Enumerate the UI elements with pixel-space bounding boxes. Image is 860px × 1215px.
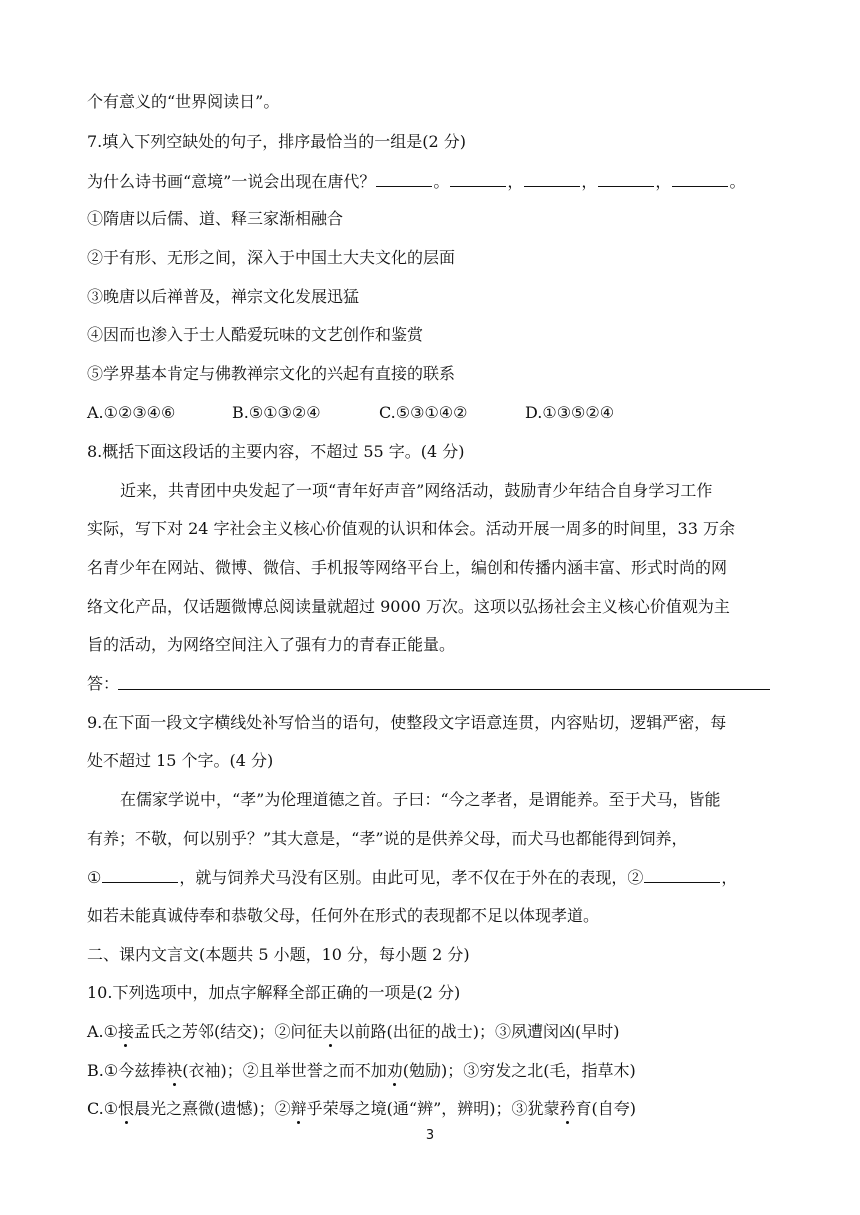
option-d: D.①③⑤②④	[525, 403, 615, 422]
answer-line[interactable]	[118, 689, 770, 690]
passage-line: 有养；不敬，何以别乎？”其大意是，“孝”说的是供养父母，而犬马也都能得到饲养，	[87, 829, 688, 848]
section-2-heading: 二、课内文言文(本题共 5 小题，10 分，每小题 2 分)	[87, 945, 470, 964]
punct: 。	[729, 172, 746, 191]
question-10-title: 10.下列选项中，加点字解释全部正确的一项是(2 分)	[87, 983, 461, 1002]
dotted-char: 恨	[118, 1099, 135, 1118]
dotted-char: 接	[117, 1022, 134, 1041]
question-7-item: ⑤学界基本肯定与佛教禅宗文化的兴起有直接的联系	[87, 364, 456, 383]
text: 孟氏之芳邻(结交)；②问征	[134, 1022, 323, 1041]
question-10-option-b	[87, 1061, 636, 1081]
option-a: A.①②③④⑥	[87, 403, 176, 422]
option-c: C.⑤③①④②	[379, 403, 468, 422]
question-9-title: 9.在下面一段文字横线处补写恰当的语句，使整段文字语意连贯，内容贴切，逻辑严密，每	[87, 713, 727, 732]
passage-line: 实际，写下对 24 字社会主义核心价值观的认识和体会。活动开展一周多的时间里，33 万余	[87, 519, 735, 538]
question-7-stem-text: 为什么诗书画“意境”一说会出现在唐代？	[87, 172, 376, 191]
text: C.①	[87, 1099, 119, 1118]
question-10-option-c	[87, 1099, 636, 1119]
dotted-char: 夫	[322, 1022, 339, 1041]
question-10-option-a	[87, 1022, 620, 1042]
passage-line: 在儒家学说中，“孝”为伦理道德之首。子曰：“今之孝者，是谓能养。至于犬马，皆能	[120, 790, 721, 809]
text: (勉励)；③穷发之北(毛，指草木)	[402, 1061, 636, 1080]
text: 以前路(出征的战士)；③夙遭闵凶(早时)	[338, 1022, 620, 1041]
blank-marker: ①	[87, 868, 102, 887]
fill-blank	[598, 171, 654, 187]
dotted-char: 袂	[166, 1061, 183, 1080]
punct: ，	[507, 172, 524, 191]
answer-label: 答：	[87, 674, 120, 693]
text: 晨光之熹微(遗憾)；②	[134, 1099, 291, 1118]
text: 育(自夸)	[575, 1099, 637, 1118]
punct: ，	[655, 172, 672, 191]
page-number: 3	[425, 1128, 435, 1143]
punct: 。	[433, 172, 450, 191]
dotted-char: 矜	[559, 1099, 576, 1118]
text-line: 个有意义的“世界阅读日”。	[87, 92, 280, 111]
passage-line: 如若未能真诚侍奉和恭敬父母，任何外在形式的表现都不足以体现孝道。	[87, 906, 600, 925]
question-7-item: ①隋唐以后儒、道、释三家渐相融合	[87, 209, 344, 228]
fill-blank	[524, 171, 580, 187]
passage-line: 近来，共青团中央发起了一项“青年好声音”网络活动，鼓励青少年结合自身学习工作	[120, 481, 713, 500]
punct: ，	[581, 172, 598, 191]
question-7-title: 7.填入下列空缺处的句子，排序最恰当的一组是(2 分)	[87, 132, 467, 151]
dotted-char: 辩	[290, 1099, 307, 1118]
question-7-options	[87, 403, 614, 423]
question-7-stem	[87, 171, 745, 191]
fill-blank-1[interactable]	[102, 867, 178, 883]
fill-blank-2[interactable]	[644, 867, 720, 883]
question-9-title-cont: 处不超过 15 个字。(4 分)	[87, 751, 274, 770]
option-b: B.⑤①③②④	[232, 403, 321, 422]
fill-blank	[672, 171, 728, 187]
dotted-char: 劝	[386, 1061, 403, 1080]
fill-blank	[376, 171, 432, 187]
question-7-item: ③晚唐以后禅普及，禅宗文化发展迅猛	[87, 287, 360, 306]
text: 乎荣辱之境(通“辨”，辨明)；③犹蒙	[306, 1099, 560, 1118]
text: B.①今兹捧	[87, 1061, 167, 1080]
text: (衣袖)；②且举世誉之而不加	[182, 1061, 387, 1080]
question-7-item: ④因而也渗入于士人酷爱玩味的文艺创作和鉴赏	[87, 325, 424, 344]
passage-line: 名青少年在网站、微博、微信、手机报等网络平台上，编创和传播内涵丰富、形式时尚的网	[87, 558, 728, 577]
fill-blank	[450, 171, 506, 187]
question-8-title: 8.概括下面这段话的主要内容，不超过 55 字。(4 分)	[87, 442, 465, 461]
passage-text: ，就与饲养犬马没有区别。由此可见，孝不仅在于外在的表现，②	[179, 868, 644, 887]
punct: ，	[721, 868, 738, 887]
text: A.①	[87, 1022, 118, 1041]
passage-line: 络文化产品，仅话题微博总阅读量就超过 9000 万次。这项以弘扬社会主义核心价值观为主	[87, 597, 730, 616]
passage-line	[87, 867, 737, 887]
passage-line: 旨的活动，为网络空间注入了强有力的青春正能量。	[87, 635, 456, 654]
question-7-item: ②于有形、无形之间，深入于中国土大夫文化的层面	[87, 248, 456, 267]
